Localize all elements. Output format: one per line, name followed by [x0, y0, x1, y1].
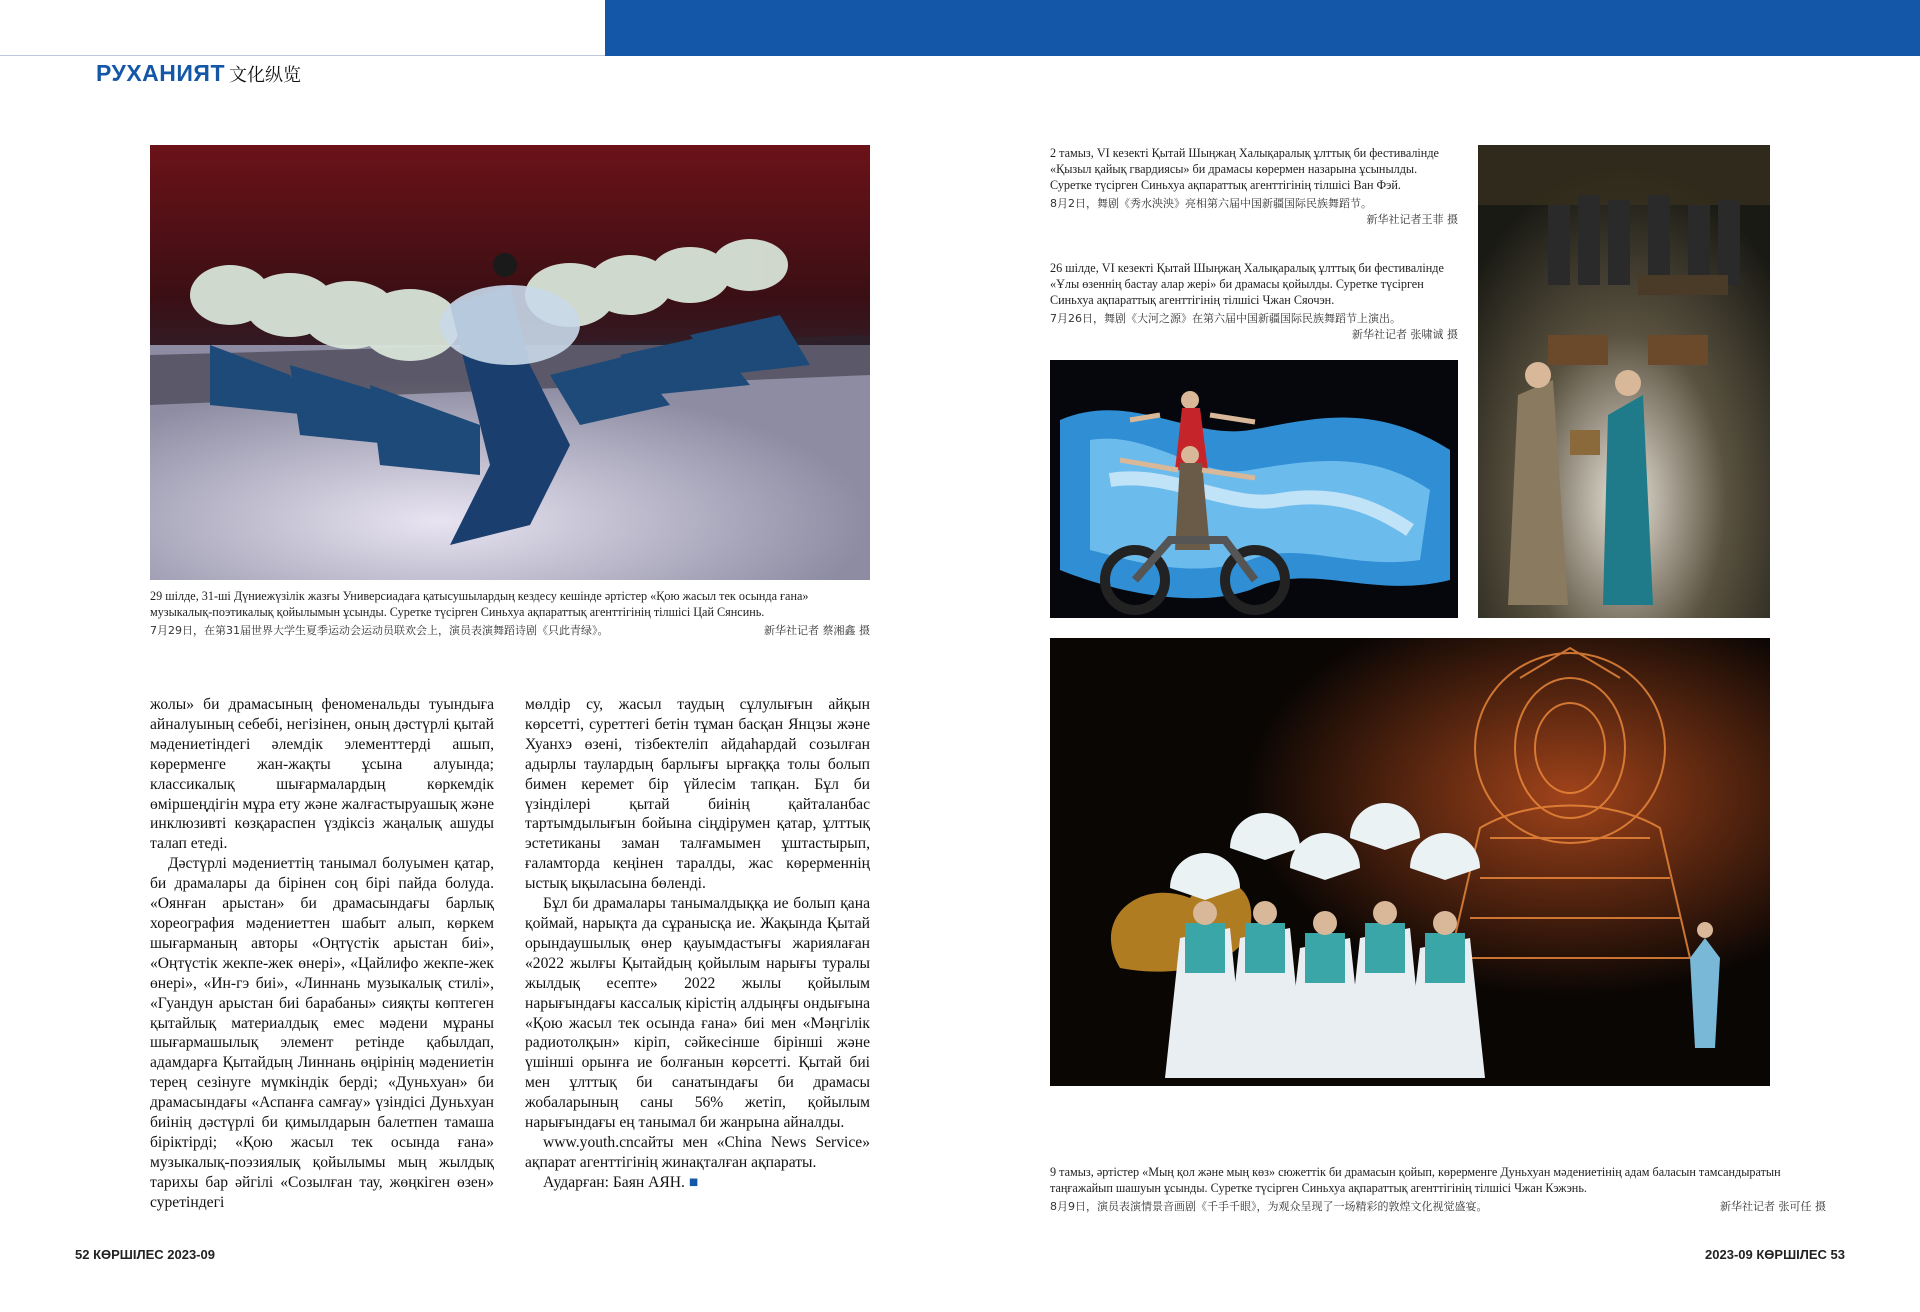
article-translator: Аударған: Баян АЯН. [543, 1173, 685, 1191]
caption-text-kz: 26 шілде, VI кезекті Қытай Шыңжаң Халықаралық ұлттық би фестивалінде «Ұлы өзеннің бастау алар жері» би драмасы қойылды. Суретке түсірген Синьхуа ақпараттық агенттігінің тілшісі Чжан Сяочэн. [1050, 261, 1444, 307]
article-paragraph: Дәстүрлі мәдениеттің танымал болуымен қатар, би драмалары да бірінен соң бірі пайда болуда. «Оянған арыстан» би драмасындағы барлық хореография мәдениеттен шабыт алып, көркем шығарманың авторы «Оңтүстік арыстан биі», «Оңтүстік жекпе-жек өнері», «Цайлифо жекпе-жек өнері», «Ин-гэ биі», «Линнань музыкалық стилі», «Гуандун арыстан биі барабаны» сияқты көптеген қытайлық материалдық емес мәдени мұраны шығармашылық элемент ретінде қабылдап, адамдарға Қытайдың Линнань өңірінің мәдениетін терең сезінуге мүмкіндік берді; «Дуньхуан» би драмасындағы «Аспанға самғау» үзіндісі Дуньхуан биінің дәстүрлі би қимылдарын балетпен тамаша біріктірді; «Қою жасыл тек осында ғана» музыкалық-поэзиялық қойылымы мың жылдық тарихы бар әйгілі «Созылған тау, жөңкіген өзен» суретіндегі [150, 855, 494, 1211]
caption-great-river [1050, 260, 1458, 343]
header-bar [605, 0, 1920, 56]
couple-photo [1478, 145, 1770, 618]
caption-cn-row [150, 623, 870, 639]
motorcycle-photo [1050, 360, 1458, 618]
photo-credit: 新华社记者 张可任 摄 [1720, 1200, 1826, 1213]
caption-thousand-hands [1050, 1164, 1826, 1215]
caption-text-kz: 9 тамыз, әртістер «Мың қол және мың көз» сюжеттік би драмасын қойып, көрерменге Дуньхуан мәдениетінің адам баласын тамсандыратын таңғажайып шашуын ұсынды. Суретке түсірген Синьхуа ақпараттық агенттігінің тілшісі Чжан Кэжэнь. [1050, 1165, 1781, 1195]
caption-text-cn: 7月29日，在第31届世界大学生夏季运动会运动员联欢会上，演员表演舞蹈诗剧《只此青绿》。 [150, 624, 609, 637]
caption-red-boat [1050, 145, 1458, 228]
fans-photo [1050, 638, 1770, 1086]
photo-credit: 新华社记者 蔡湘鑫 摄 [764, 624, 870, 637]
article-paragraph: Бұл би драмалары танымалдыққа ие болып қана қоймай, нарықта да сұранысқа ие. Жақында Қытай орындаушылық өнер қауымдастығы жариялаған «2022 жылғы Қытайдың қойылым нарығы туралы жылдық есепте» 2022 жылы қойылым нарығындағы кассалық кірістің алдыңғы ондығына «Қою жасыл тек осында ғана» биі мен «Мәңгілік радиотолқын» кіріп, сәйкесінше бірінші және үшінші орынға ие болғанын көрсетті. Қытай биі мен ұлттық би санатындағы би драмасы жобаларының саны 56% жетіп, қойылым нарығындағы ең танымал би жанрына айналды. [525, 895, 870, 1132]
dance-photo-icon [1050, 360, 1458, 618]
caption-text-cn: 8月2日，舞剧《秀水泱泱》亮相第六届中国新疆国际民族舞蹈节。 [1050, 197, 1372, 210]
caption-text-kz: 2 тамыз, VI кезекті Қытай Шыңжаң Халықаралық ұлттық би фестивалінде «Қызыл қайық гвардиясы» би драмасы көрермен назарына ұсынылды. Суретке түсірген Синьхуа ақпараттық агенттігінің тілшісі Ван Фэй. [1050, 146, 1439, 192]
footer-right-folio: 2023-09 КӨРШІЛЕС 53 [1705, 1247, 1845, 1262]
article-column-1 [150, 695, 494, 1213]
dance-photo-icon [150, 145, 870, 580]
caption-text-kz: 29 шілде, 31-ші Дүниежүзілік жазғы Универсиадаға қатысушылардың кездесу кешінде әртістер «Қою жасыл тек осында ғана» музыкалық-поэтикалық қойылымын ұсынды. Суретке түсірген Синьхуа ақпараттық агенттігінің тілшісі Цай Сянсинь. [150, 589, 809, 619]
photo-credit: 新华社记者王菲 摄 [1366, 213, 1458, 226]
article-source: www.youth.cnсайты мен «China News Service» ақпарат агенттігінің жинақталған ақпараты. [525, 1133, 870, 1171]
caption-cn-row [1050, 1199, 1826, 1215]
section-title-cn: 文化纵览 [229, 65, 302, 86]
caption-text-cn: 8月9日，演员表演情景音画剧《千手千眼》，为观众呈现了一场精彩的敦煌文化视觉盛宴。 [1050, 1200, 1488, 1213]
end-mark-icon: ■ [688, 1173, 699, 1191]
dancers-photo [150, 145, 870, 580]
photo-credit: 新华社记者 张啸诚 摄 [1352, 328, 1458, 341]
section-title-kz: РУХАНИЯТ [96, 60, 226, 86]
article-translator-line [525, 1173, 870, 1193]
caption-text-cn: 7月26日，舞剧《大河之源》在第六届中国新疆国际民族舞蹈节上演出。 [1050, 312, 1401, 325]
article-paragraph: мөлдір су, жасыл таудың сұлулығын айқын көрсетті, суреттегі бетін тұман басқан Янцзы және Хуанхэ өзені, тізбектеліп айдаһардай созылған адырлы таулардың барлығы ырғаққа толы болып бимен керемет бір үйлесім тапқан. Бұл би үзінділері қытай биінің қайталанбас тартымдылығын бойына сіңдірумен қатар, ұлттық эстетиканы заман талғамымен ұштастырып, ғаламторда кеңінен таралды, жас көрерменнің ыстық ықыласына бөленді. [525, 696, 870, 893]
article-paragraph: жолы» би драмасының феноменальды туындыға айналуының себебі, негізінен, оның дәстүрлі қытай мәдениетіндегі әлемдік элементтерді ашып, көрерменге жан-жақты ұсына алуында; классикалық шығармалардың көркемдік өміршеңдігін мұра ету және жалғастыруашық және инклюзивті көзқараспен үздіксіз жаңалық ашуды талап етеді. [150, 696, 494, 853]
caption-dancers [150, 588, 870, 639]
header-rule [0, 55, 605, 56]
section-title [96, 60, 301, 87]
article-column-2 [525, 695, 870, 1193]
footer-left-folio: 52 КӨРШІЛЕС 2023-09 [75, 1247, 215, 1262]
dance-photo-icon [1478, 145, 1770, 618]
dance-photo-icon [1050, 638, 1770, 1086]
